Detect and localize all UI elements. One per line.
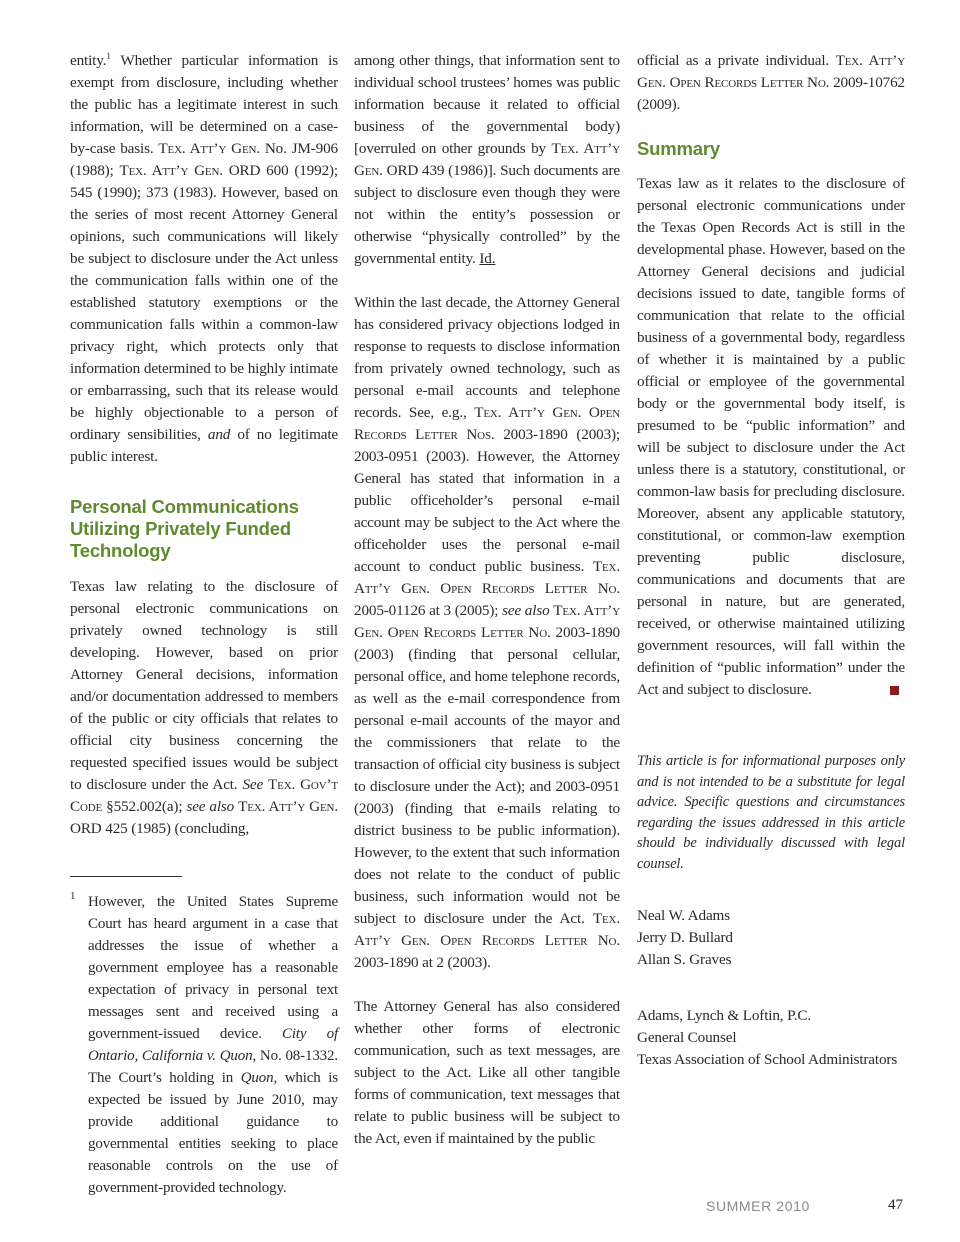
- citation: Tex. Att’y Gen. Open Records Letter No.: [354, 602, 620, 641]
- citation: Tex. Att’y Gen. Open Records Letter No.: [354, 558, 620, 597]
- firm-organization: Texas Association of School Administrators: [637, 1051, 898, 1068]
- body-paragraph: among other things, that information sent to individual school trustees’ homes was public information because it related to official business of the governmental body) [overruled on other grounds by Tex. Att’y Gen. ORD 439 (1986)]. Such documents are subject to disclosure even though they were not within the entity’s possession or otherwise “physically controlled” by the governmental entity. Id.: [354, 52, 620, 267]
- citation: Tex. Att’y Gen. Open Records Letter No.: [354, 910, 620, 949]
- citation: Tex. Gov’t Code: [70, 776, 338, 815]
- issue-label: SUMMER 2010: [706, 1198, 810, 1214]
- body-paragraph: official as a private individual. Tex. Att’y Gen. Open Records Letter No. 2009-10762 (2009).: [637, 52, 905, 113]
- end-of-article-icon: [890, 686, 899, 695]
- section-heading-summary: Summary: [637, 138, 720, 159]
- footnote: [70, 891, 338, 1199]
- firm-role: General Counsel: [637, 1029, 737, 1046]
- body-paragraph: Within the last decade, the Attorney General has considered privacy objections lodged in response to requests to disclose information from privately owned technology, such as personal e-mail accounts and telephone records. See, e.g., Tex. Att’y Gen. Open Records Letter Nos. 2003-1890 (2003); 2003-0951 (2003). However, the Attorney General has stated that information in a public officeholder’s personal e-mail account may be subject to the Act where the officeholder uses the personal e-mail account to conduct public business. Tex. Att’y Gen. Open Records Letter No. 2005-01126 at 3 (2005); see also Tex. Att’y Gen. Open Records Letter No. 2003-1890 (2003) (finding that personal cellular, personal office, and home telephone records, as well as the e-mail correspondence from personal e-mail accounts of the mayor and the commissioners that relate to the transaction of official city business is subject to disclosure under the Act); and 2003-0951 (2003) (finding that e-mails relating to district business to be public information). However, to the extent that such information does not relate to the conduct of public business, such information would not be subject to disclosure under the Act. Tex. Att’y Gen. Open Records Letter No. 2003-1890 at 2 (2003).: [354, 294, 620, 971]
- footnote-marker: 1: [70, 890, 76, 902]
- citation: Tex. Att’y Gen.: [354, 140, 620, 179]
- author-list: [637, 905, 905, 971]
- author-name: Jerry D. Bullard: [637, 929, 733, 946]
- id-citation: Id.: [479, 250, 496, 267]
- section-heading-personal-communications: Personal Communications Utilizing Privately Funded Technology: [70, 496, 299, 561]
- citation: Tex. Att’y Gen. Open Records Letter No.: [637, 52, 905, 91]
- citation: Tex. Att’y Gen. Open Records Letter Nos.: [354, 404, 620, 443]
- disclaimer: [637, 751, 905, 874]
- column-2: [354, 50, 620, 1150]
- summary-paragraph: Texas law as it relates to the disclosure of personal electronic communications under the Texas Open Records Act is still in the developmental phase. However, based on the Attorney General decisions and judicial decisions issued to date, tangible forms of communication that relate to the official business of a governmental body, regardless of whether it is maintained by a public official or employee of the governmental body or the governmental body itself, is presumed to be “public information” and will be subject to disclosure under the Act unless there is a statutory, constitutional, or common-law basis for precluding disclosure. Moreover, absent any applicable statutory, constitutional, or common-law exemption preventing public disclosure, communications and documents that are personal in nature, but are generated, received, or otherwise maintained utilizing government resources, will fall within the definition of “public information” under the Act and subject to disclosure.: [637, 175, 905, 698]
- footnote-divider: [70, 876, 182, 877]
- case-name: City of Ontario, California v. Quon,: [88, 1026, 338, 1064]
- author-name: Neal W. Adams: [637, 907, 730, 924]
- footnote-text: However, the United States Supreme Court has heard argument in a case that addresses the issue of whether a government employee has a reasonable expectation of privacy in personal text messages sent and received using a government-issued device. City of Ontario, California v. Quon, No. 08-1332. The Court’s holding in Quon, which is expected be issued by June 2010, may provide additional guidance to governmental entities seeking to place reasonable controls on the use of government-provided technology.: [88, 894, 338, 1196]
- firm-name: Adams, Lynch & Loftin, P.C.: [637, 1007, 811, 1024]
- column-3: [637, 50, 905, 1071]
- citation: Tex. Att’y Gen.: [238, 798, 338, 815]
- body-paragraph: Texas law relating to the disclosure of personal electronic communications on privately owned technology is still developing. However, based on prior Attorney General decisions, information and/or documentation addressed to members of the public or city officials that relates to official city business concerning the requested specified issues would be subject to disclosure under the Act. See Tex. Gov’t Code §552.002(a); see also Tex. Att’y Gen. ORD 425 (1985) (concluding,: [70, 578, 338, 837]
- citation: Tex. Att’y Gen.: [119, 162, 223, 179]
- footnote-reference[interactable]: 1: [106, 50, 111, 61]
- citation: Tex. Att’y Gen.: [158, 140, 260, 157]
- body-paragraph: entity.$^1$ Whether particular information is exempt from disclosure, including whether the public has a legitimate interest in such information, will be determined on a case-by-case basis. Tex. Att’y Gen. No. JM-906 (1988); Tex. Att’y Gen. ORD 600 (1992); 545 (1990); 373 (1983). However, based on the series of most recent Attorney General opinions, such communications will likely be subject to disclosure under the Act unless the communication falls within one of the established statutory exemptions or the communication falls within a common-law privacy right, which protects only that information determined to be highly intimate or embarrassing, such that its release would be highly objectionable to a person of ordinary sensibilities, and of no legitimate public interest.: [70, 50, 338, 465]
- disclaimer-text: This article is for informational purposes only and is not intended to be a substitute for legal advice. Specific questions and circumstances regarding the issues addressed in this article should be individually discussed with legal counsel.: [637, 753, 905, 872]
- author-name: Allan S. Graves: [637, 951, 732, 968]
- page-number: 47: [888, 1197, 903, 1213]
- column-1: [70, 50, 338, 1199]
- body-paragraph: The Attorney General has also considered whether other forms of electronic communication, such as text messages, are subject to the Act. Like all other tangible forms of communication, text messages that relate to public business will be subject to the Act, even if maintained by the public: [354, 998, 620, 1147]
- firm-block: [637, 1005, 905, 1071]
